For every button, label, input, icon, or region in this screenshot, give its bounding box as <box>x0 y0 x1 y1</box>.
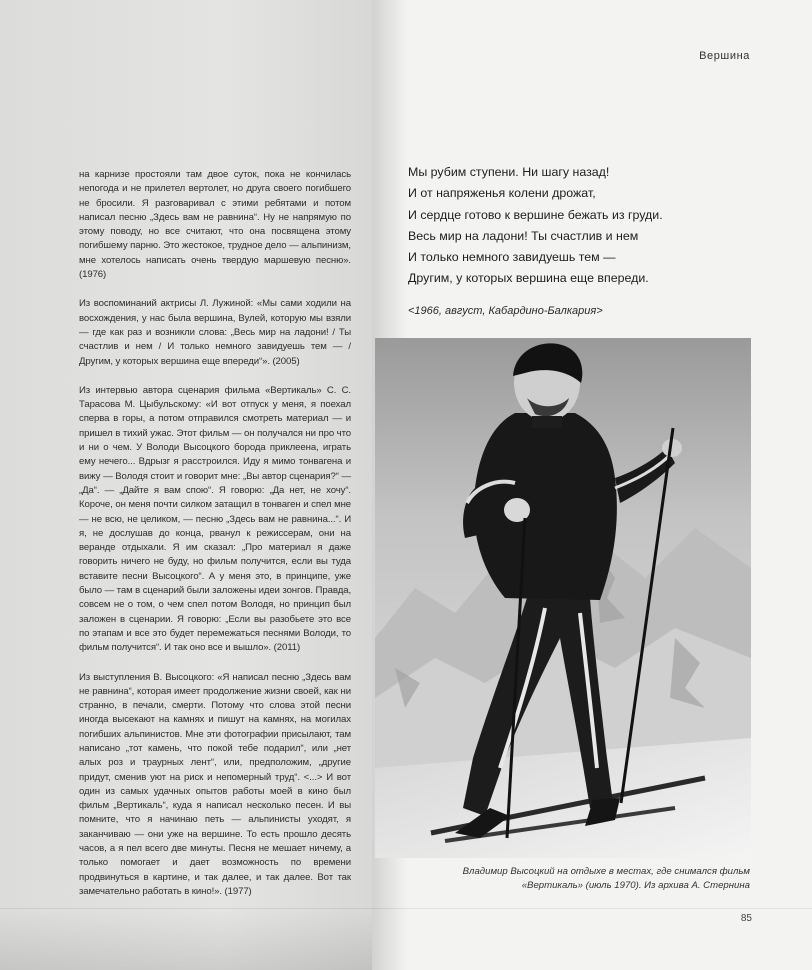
skier-photo-image <box>375 338 751 858</box>
page-number: 85 <box>740 913 752 924</box>
poem-line: И только немного завидуешь тем — <box>408 250 616 265</box>
poem-line: Другим, у которых вершина еще впереди. <box>408 271 649 286</box>
photo-caption: Владимир Высоцкий на отдыхе в местах, где снимался фильм «Вертикаль» (июль 1970). Из архива А. Стернина <box>462 866 750 891</box>
paragraph: Из воспоминаний актрисы Л. Лужиной: «Мы сами ходили на восхождения, у нас была вершина, Вулей, которую мы взяли — где как раз и возникли слова: „Весь мир на ладони! / Ты счастлив и нем / И только немного завидуешь тем — / Другим, у которых вершина еще впереди“». (2005) <box>79 298 351 367</box>
poem-line: И от напряженья колени дрожат, <box>408 186 596 201</box>
left-column-text <box>79 168 351 914</box>
poem-stanza <box>408 162 758 290</box>
poem-line: Мы рубим ступени. Ни шагу назад! <box>408 165 610 179</box>
paragraph: на карнизе простояли там двое суток, пока не кончилась непогода и не прилетел вертолет, но друга своего погибшего не бросили. Я разговаривал с этими ребятами и потом написал песню „Здесь вам не равнина“. Ну не напрямую по этому поводу, но все считают, что она посвящена этому погибшему парню. Это жестокое, трудное дело — альпинизм, мне хотелось написать очень твердую маршевую песню». (1976) <box>79 169 351 281</box>
page-shadow <box>0 910 372 970</box>
poem-date: <1966, август, Кабардино-Балкария> <box>408 305 603 317</box>
poem-line: Весь мир на ладони! Ты счастлив и нем <box>408 228 639 243</box>
skier-photo <box>375 338 751 858</box>
paragraph: Из интервью автора сценария фильма «Вертикаль» С. С. Тарасова М. Цыбульскому: «И вот отпуск у меня, я поехал сперва в горы, а потом отправился смотреть материал — и пришел в тихий ужас. Этот фильм — он получался ни про что и ни о чем. У Володи Высоцкого борода приклеена, играть ему нечего... Вдрызг я расстроился. Иду я мимо тонвагена и вижу — Володя стоит и говорит мне: „Вы автор сценария?“ — „Да“. — „Дайте я вам спою“. Я говорю: „Да нет, не хочу“. Короче, он меня почти силком затащил в тонваген и спел мне — не всю, не целиком, — песню „Здесь вам не равнина...“. И я, не дослушав до конца, рванул к режиссерам, они на веранде отдыхали. Я им сказал: „Про материал я даже говорить ничего не буду, но фильм получится, если вы туда вставите песни Высоцкого“. А у меня это, в принципе, уже было — там в сценарий были заложены идеи зонгов. Правда, совсем не о том, о чем спел потом Володя, но принцип был заложен в сценарии. Я говорю: „Если вы разобьете это все по этапам и все это будет перемежаться песнями Володи, то фильм получится“. И так оно все и вышло». (2011) <box>79 384 352 654</box>
running-head: Вершина <box>699 50 750 62</box>
paragraph: Из выступления В. Высоцкого: «Я написал песню „Здесь вам не равнина“, которая имеет продолжение жизни своей, как ни странно, в печали, смерти. Потому что слова этой песни иногда высекают на камнях и пишут на камнях, на могилах погибших альпинистов. Мне эти фотографии присылают, там написано „тот камень, что покой тебе подарил“, или „нет алых роз и траурных лент“, или, предположим, „другие придут, сменив уют на риск и непомерный труд“. <...> И вот один из самых удачных опытов работы моей в кино был фильм „Вертикаль“, куда я написал несколько песен. И вы помните, что я начинаю петь — альпинисты уходят, я заканчиваю — они уже на вершине. То есть прошло десять часов, а я пел всего две минуты. Песня не мешает ничему, а только помогает и дает возможность по времени продвинуться в картине, и так далее, и так далее. Вот так замечательно работать в кино!». (1977) <box>79 671 351 897</box>
poem-line: И сердце готово к вершине бежать из груди. <box>408 207 663 222</box>
